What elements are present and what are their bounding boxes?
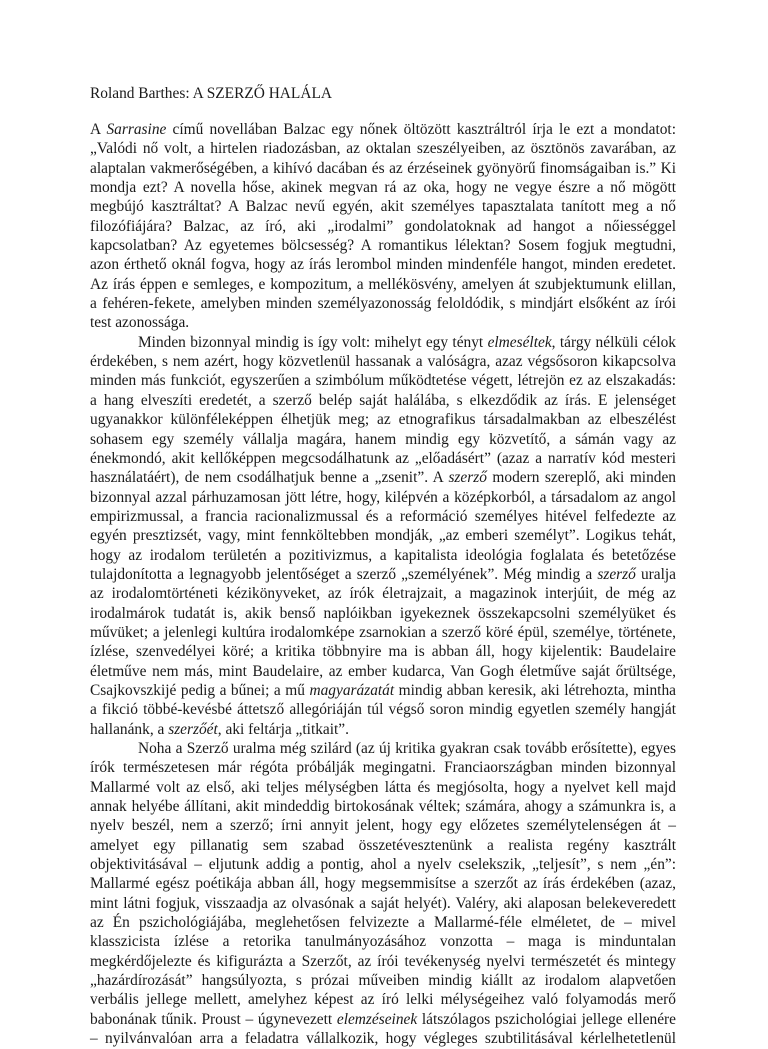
- text-run: Csajkovszkijé pedig a bűnei; a mű: [90, 681, 310, 699]
- text-line: [90, 1029, 676, 1048]
- text-run: a fikció többé-kevésbé áttetsző allegóriáján túl végső soron mindig egyetlen személy hangját: [90, 701, 676, 719]
- italic-text: elemzéseinek: [336, 1010, 418, 1028]
- text-line: [90, 855, 676, 874]
- text-run: , tárgy nélküli célok: [551, 333, 676, 351]
- text-line: [90, 662, 676, 681]
- text-line: [90, 449, 676, 468]
- text-line: [90, 778, 676, 797]
- text-run: nyelv beszél, nem a szerző; írni annyit jelent, hogy egy előzetes személytelenségen át –: [90, 817, 676, 835]
- text-line: [90, 352, 676, 371]
- text-line: [90, 430, 676, 449]
- text-run: verbális jellege mellett, amelyhez képest az író lelki mélységeihez való folyamodás merő: [90, 991, 676, 1009]
- text-run: , aki feltárja „titkait”.: [217, 720, 349, 738]
- text-run: látszólagos pszichológiai jellege ellenére: [417, 1010, 676, 1028]
- text-run: művüket; a jelenlegi kultúra irodalomképe zsarnokian a szerző köré épül, személye, története,: [90, 623, 676, 641]
- text-run: Az írás éppen e semleges, e kompozitum, a mellékösvény, amelyen át szubjektumunk elillan,: [90, 275, 676, 293]
- text-run: a fehéren-fekete, amelyben minden személyazonosság feloldódik, s mindjárt elsőként az írói: [90, 295, 676, 313]
- text-run: a hang elveszíti eredetét, a szerző belép saját halálába, s elkezdődik az írás. E jelenséget: [90, 391, 676, 409]
- text-run: test azonossága.: [90, 314, 190, 332]
- text-run: uralja: [635, 565, 676, 583]
- text-line: [90, 159, 676, 178]
- text-line: [90, 874, 676, 893]
- text-run: az Én pszichológiájába, meglehetősen felvizezte a Mallarmé-féle elméletet, de – mivel: [90, 914, 676, 932]
- text-line: [90, 139, 676, 158]
- text-run: az irodalomtörténeti kézikönyveket, az írók életrajzait, a magazinok interjúit, de még az: [90, 585, 676, 603]
- text-run: Noha a Szerző uralma még szilárd (az új kritika gyakran csak tovább erősítette), egyes: [138, 740, 676, 757]
- text-line: [90, 236, 676, 255]
- text-run: mondja ezt? A novella hőse, akinek megvan rá az oka, hogy ne vegye észre a nő mögött: [90, 179, 676, 197]
- text-run: modern szereplő, aki minden: [486, 469, 676, 487]
- text-run: „Valódi nő volt, a hirtelen riadozásban, az oktalan szeszélyeiben, az ösztönös zavarában, az: [90, 140, 676, 158]
- text-line: [90, 178, 676, 197]
- text-line: [90, 197, 676, 216]
- text-run: azon érthető oknál fogva, hogy az írás lerombol minden mindenféle hangot, minden eredetet.: [90, 256, 676, 274]
- text-line: [90, 468, 676, 487]
- text-run: irodalmárok tudatát is, akik benső naplóikban igyekeznek összekapcsolni személyüket és: [90, 604, 676, 622]
- text-run: sohasem egy személy vállalja magára, hanem mindig egy közvetítő, a sámán vagy az: [90, 430, 676, 448]
- text-run: A: [90, 121, 107, 138]
- text-run: Minden bizonnyal mindig is így volt: mihelyt egy tényt: [138, 333, 488, 351]
- text-line: [90, 294, 676, 313]
- text-run: Mallarmé volt az első, aki teljes mélységben látta és megjósolta, hogy a nyelvet kell majd: [90, 778, 676, 796]
- text-run: hogy az irodalom területén a pozitivizmus, a kapitalista ideológia foglalata és betetőzése: [90, 546, 676, 564]
- text-run: babonának tűnik. Proust – úgynevezett: [90, 1010, 337, 1028]
- italic-text: szerző: [448, 469, 487, 487]
- text-run: filozófiájára? Balzac, az író, aki „irodalmi” gondolatoknak ad hangot a nőiességgel: [90, 217, 676, 235]
- text-line: [90, 604, 676, 623]
- text-line: [90, 681, 676, 700]
- text-run: Mallarmé egész poétikája abban áll, hogy megsemmisítse a szerzőt az írás érdekében (azaz,: [90, 875, 676, 893]
- text-line: [90, 797, 676, 816]
- text-line: [90, 391, 676, 410]
- text-line: [90, 410, 676, 429]
- italic-text: szerzőét: [168, 720, 218, 738]
- italic-text: Sarrasine: [106, 121, 167, 138]
- text-line: [90, 913, 676, 932]
- text-line: [90, 720, 676, 739]
- text-line: [90, 584, 676, 603]
- text-line: [90, 488, 676, 507]
- text-line: [90, 526, 676, 545]
- text-run: tulajdonította a legnagyobb jelentőséget a szerző „személyének”. Még mindig a: [90, 565, 598, 583]
- text-run: empirizmussal, a francia racionalizmussal és a reformáció személyes hitével felfedezte az: [90, 507, 676, 525]
- text-line: [90, 816, 676, 835]
- text-run: mint látni fogjuk, visszaadja az olvasónak a saját helyét). Valéry, aki alaposan belekeveredett: [90, 894, 676, 912]
- text-line: [90, 990, 676, 1009]
- text-run: alaptalan vakmerőségében, a kihívó dacában és az érzéseinek gyönyörű finomságaiban is.” Ki: [90, 159, 676, 177]
- text-run: „hazárdírozását” hangsúlyozta, s prózai műveiben mindig kiállt az irodalom alapvetően: [90, 972, 676, 990]
- text-line: [90, 333, 676, 352]
- text-run: objektivitásával – eljutunk addig a pontig, ahol a nyelv cselekszik, „teljesít”, s nem „én”:: [90, 856, 676, 874]
- text-line: [90, 700, 676, 719]
- text-line: [90, 932, 676, 951]
- text-line: [90, 836, 676, 855]
- text-run: bizonnyal azzal párhuzamosan jött létre, hogy, kilépvén a középkorból, a társadalom az angol: [90, 488, 676, 506]
- text-run: ízlése, szenvedélyei köré; a kritika többnyire ma is abban áll, hogy kijelentik: Baudelaire: [90, 643, 676, 661]
- text-run: mindig abban keresik, aki létrehozta, mintha: [394, 681, 676, 699]
- text-line: [90, 507, 676, 526]
- text-run: használatáért), de nem csodálhatjuk benne a „zsenit”. A: [90, 469, 449, 487]
- text-run: annak helyébe állítani, akit mindeddig birtokosának véltek; számára, ahogy a számunkra is, a: [90, 798, 676, 816]
- text-run: életműve nem más, mint Baudelaire, az ember kudarca, Van Gogh életműve saját őrültsége,: [90, 662, 676, 680]
- text-run: című novellában Balzac egy nőnek öltözött kasztráltról írja le ezt a mondatot:: [166, 121, 676, 138]
- text-line: [90, 642, 676, 661]
- text-line: [90, 971, 676, 990]
- document-body: [90, 120, 676, 1049]
- italic-text: elmeséltek: [487, 333, 552, 351]
- text-run: amelyet egy pillanatig sem szabad összetévesztenünk a realista regény kasztrált: [90, 836, 676, 854]
- text-line: [90, 565, 676, 584]
- text-run: ugyanakkor különféleképpen élhetjük meg; az etnografikus társadalmakban az elbeszélést: [90, 411, 676, 429]
- text-run: – nyilvánvalóan arra a feladatra vállalkozik, hogy végleges szubtilitásával kérlelhetetlenül: [90, 1030, 676, 1048]
- text-run: írók természetesen már régóta próbálják megingatni. Franciaországban minden bizonnyal: [90, 759, 676, 777]
- text-line: [90, 371, 676, 390]
- text-run: minden más funkciót, egyszerűen a szimbólum működtetése végett, létrejön ez az elszakadás:: [90, 372, 676, 390]
- text-line: [90, 739, 676, 758]
- text-line: [90, 120, 676, 139]
- text-line: [90, 1010, 676, 1029]
- text-run: hallanánk, a: [90, 720, 169, 738]
- text-line: [90, 546, 676, 565]
- text-run: megkérdőjelezte és kifigurázta a Szerzőt, az írói tevékenység nyelvi természetét és mintegy: [90, 952, 676, 970]
- text-line: [90, 313, 676, 332]
- italic-text: magyarázatát: [309, 681, 395, 699]
- document-title: Roland Barthes: A SZERZŐ HALÁLA: [90, 85, 332, 102]
- text-run: megbújó kasztráltat? A Balzac nevű egyén, akit személyes tapasztalata tanított meg a nő: [90, 198, 676, 216]
- text-run: egyén presztizsét, vagy, mint fennköltebben mondják, „az emberi személyt”. Logikus tehát,: [90, 527, 676, 545]
- text-line: [90, 894, 676, 913]
- text-run: érdekében, s nem azért, hogy közvetlenül hassanak a valóságra, azaz végsősoron kikapcsolva: [90, 353, 676, 371]
- text-run: klasszicista ízlése a retorika tanulmányozásához vonzotta – maga is minduntalan: [90, 933, 676, 951]
- text-line: [90, 623, 676, 642]
- text-line: [90, 217, 676, 236]
- text-line: [90, 952, 676, 971]
- text-line: [90, 758, 676, 777]
- italic-text: szerző: [597, 565, 636, 583]
- text-run: kapcsolatban? Az egyetemes bölcsesség? A romantikus lélektan? Sosem fogjuk megtudni,: [90, 237, 676, 255]
- text-run: énekmondó, akit kellőképpen megcsodálhatunk az „előadásért” (azaz a narratív kód mesteri: [90, 449, 676, 467]
- text-line: [90, 275, 676, 294]
- text-line: [90, 255, 676, 274]
